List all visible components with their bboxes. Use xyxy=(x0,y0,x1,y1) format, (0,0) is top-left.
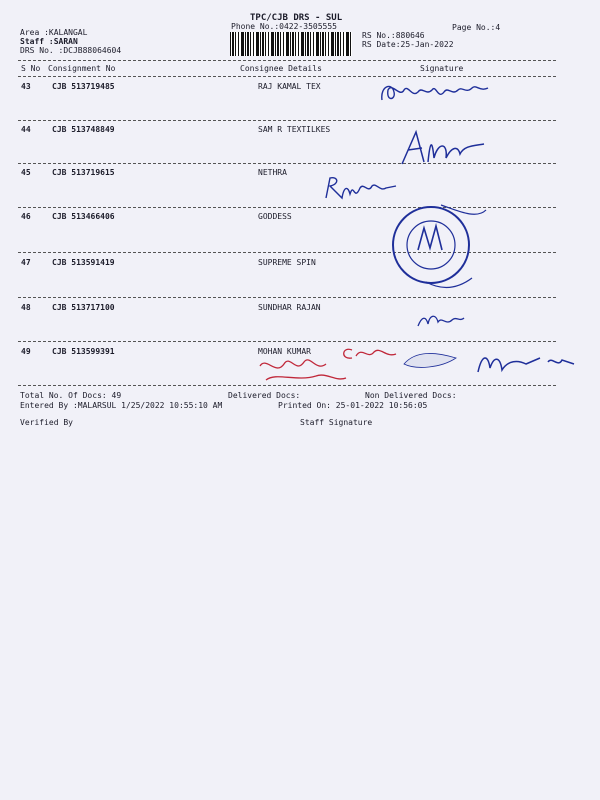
rs-date: RS Date:25-Jan-2022 xyxy=(362,40,454,49)
staff-field: Staff :SARAN xyxy=(20,37,78,46)
column-header-consignee: Consignee Details xyxy=(240,64,322,73)
row-sno: 45 xyxy=(21,168,31,177)
row-consignee: SUPREME SPIN xyxy=(258,258,316,267)
row-consignment: CJB 513717100 xyxy=(52,303,115,312)
area-field: Area :KALANGAL xyxy=(20,28,88,37)
signature-strokes xyxy=(320,172,400,202)
entered-by: Entered By :MALARSUL 1/25/2022 10:55:10 AM xyxy=(20,401,223,410)
row-consignee: NETHRA xyxy=(258,168,287,177)
signature-strokes xyxy=(378,78,498,108)
row-consignment: CJB 513599391 xyxy=(52,347,115,356)
column-header-signature: Signature xyxy=(420,64,464,73)
column-header-sno: S No xyxy=(21,64,41,73)
row-consignment: CJB 513719615 xyxy=(52,168,115,177)
divider xyxy=(18,120,556,121)
signature-strokes xyxy=(416,308,466,333)
non-delivered-docs: Non Delivered Docs: xyxy=(365,391,457,400)
row-consignee: SAM R TEXTILKES xyxy=(258,125,331,134)
row-sno: 44 xyxy=(21,125,31,134)
signature-strokes xyxy=(256,342,586,388)
row-sno: 48 xyxy=(21,303,31,312)
row-sno: 46 xyxy=(21,212,31,221)
row-sno: 49 xyxy=(21,347,31,356)
phone-number: Phone No.:0422-3505555 xyxy=(231,22,337,31)
row-consignee: GODDESS xyxy=(258,212,292,221)
printed-on: Printed On: 25-01-2022 10:56:05 xyxy=(278,401,428,410)
total-docs: Total No. Of Docs: 49 xyxy=(20,391,122,400)
barcode-image xyxy=(230,32,352,56)
row-consignee: MOHAN KUMAR xyxy=(258,347,311,356)
row-consignment: CJB 513719485 xyxy=(52,82,115,91)
drs-number: DRS No. :DCJB88064604 xyxy=(20,46,122,55)
row-consignment: CJB 513748849 xyxy=(52,125,115,134)
signature-strokes xyxy=(398,128,488,168)
page-number: Page No.:4 xyxy=(452,23,501,32)
column-header-consignment: Consignment No xyxy=(48,64,116,73)
verified-by-label: Verified By xyxy=(20,418,73,427)
rs-number: RS No.:880646 xyxy=(362,31,425,40)
divider xyxy=(18,297,556,298)
divider xyxy=(18,76,556,77)
staff-signature-label: Staff Signature xyxy=(300,418,373,427)
row-consignment: CJB 513591419 xyxy=(52,258,115,267)
document-title: TPC/CJB DRS - SUL xyxy=(250,13,343,23)
row-sno: 43 xyxy=(21,82,31,91)
divider xyxy=(18,60,556,61)
row-consignee: SUNDHAR RAJAN xyxy=(258,303,321,312)
company-seal-stamp xyxy=(386,200,496,295)
row-consignee: RAJ KAMAL TEX xyxy=(258,82,321,91)
delivered-docs: Delivered Docs: xyxy=(228,391,301,400)
row-consignment: CJB 513466406 xyxy=(52,212,115,221)
row-sno: 47 xyxy=(21,258,31,267)
